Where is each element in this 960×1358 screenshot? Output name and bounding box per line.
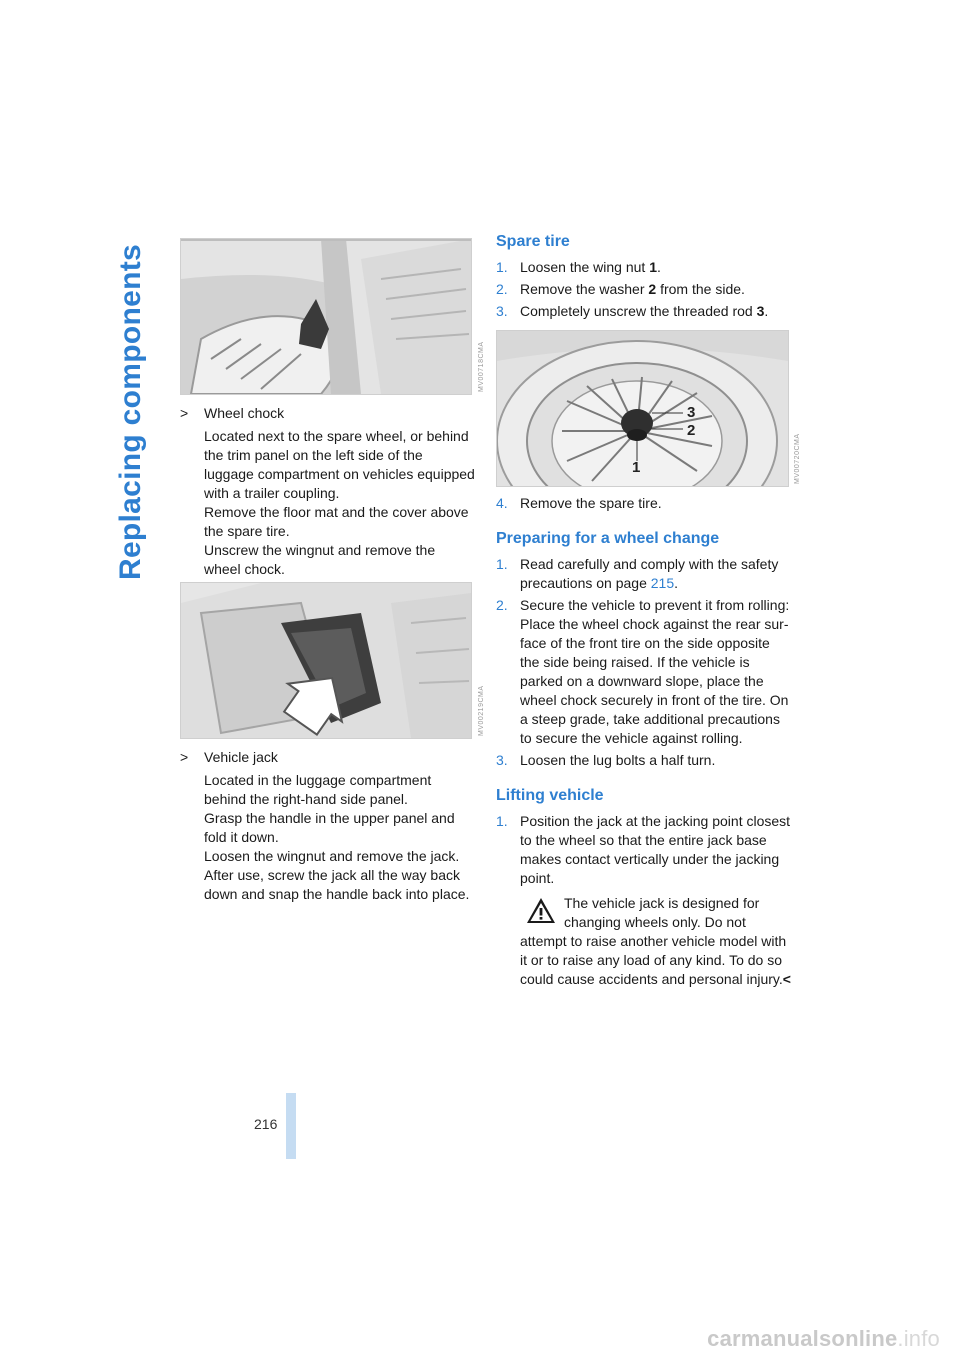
lifting-steps [496,812,791,888]
right-column-main [496,494,791,989]
spare-tire-step [496,280,791,299]
step-text-pre: Loosen the wing nut [520,259,650,275]
spare-tire-heading: Spare tire [496,233,570,250]
wheel-chock-line: Remove the floor mat and the cover above the spare tire. [204,504,469,539]
callout-number: 1 [649,259,658,275]
callout-label-2: 2 [687,422,696,439]
step-number: 4. [496,495,508,511]
vehicle-jack-body [204,771,475,904]
preparing-heading: Preparing for a wheel change [496,530,720,547]
step-text: Secure the vehicle to prevent it from rolling: Place the wheel chock against the rear sur-face of the front tire on the side opposite the side being raised. If the vehicle is parked on a downward slope, place the wheel chock securely in front of the tire. On a steep grade, take additional precautions to secure the vehicle against rolling. [520,597,790,746]
step-text-post: . [764,303,769,319]
step-text [520,258,661,277]
step-number: 1. [496,259,508,275]
callout-number: 3 [756,303,765,319]
wheel-chock-bullet [180,404,475,423]
warning-end-mark: < [782,971,791,987]
step-text: Loosen the lug bolts a half turn. [520,752,716,768]
wheel-chock-line: Located next to the spare wheel, or behind the trim panel on the left side of the luggage compartment on vehicles equipped with a trailer coupling. [204,428,475,501]
step-number: 1. [496,813,508,829]
step-text [520,280,745,299]
spare-tire-step4-list [496,494,791,513]
wheel-chock-line: Unscrew the wingnut and remove the wheel chock. [204,542,436,577]
warning-text: The vehicle jack is designed for changing wheels only. Do not attempt to raise another vehicle model with it or to raise any load of any kind. To do so could cause accidents and personal injury. [520,895,787,987]
step-text [520,555,791,593]
step-text-pre: Read carefully and comply with the safety precautions on page [520,556,779,591]
vehicle-jack-photo [180,582,472,739]
right-column-top [496,232,791,324]
image-code-3: MV00720CMA [794,433,801,484]
page-number: 216 [254,1116,278,1132]
vehicle-jack-title: Vehicle jack [204,749,278,765]
image-code-1: MV00718CMA [478,341,485,392]
step-text-post: from the side. [656,281,745,297]
preparing-step [496,555,791,593]
footer-site-main: carmanualsonline [707,1326,898,1351]
spare-tire-photo [496,330,789,487]
step-text: Remove the spare tire. [520,495,662,511]
step-number: 3. [496,303,508,319]
wheel-chock-photo [180,238,472,395]
page-link[interactable]: 215 [650,575,675,591]
step-text-pre: Completely unscrew the threaded rod [520,303,757,319]
warning-icon [526,896,556,926]
wheel-chock-body [204,427,475,579]
left-column-upper [180,404,475,579]
spare-tire-step [496,302,791,321]
step-text [520,302,768,321]
step-number: 2. [496,281,508,297]
step-text-post: . [674,575,679,591]
vehicle-jack-line: After use, screw the jack all the way back down and snap the handle back into place. [204,867,470,902]
page-marker-bar [286,1093,296,1159]
lifting-heading: Lifting vehicle [496,787,604,804]
callout-label-1: 1 [632,459,641,476]
vehicle-jack-bullet [180,748,475,767]
step-text-pre: Remove the washer [520,281,649,297]
spare-tire-step [496,258,791,277]
spare-tire-steps [496,258,791,321]
preparing-step [496,596,791,748]
bullet-marker: > [180,749,189,765]
warning-box [520,894,791,989]
image-code-2: MV00219CMA [478,685,485,736]
spare-tire-step [496,494,791,513]
left-column-lower [180,748,475,904]
section-side-title [106,232,156,592]
vehicle-jack-line: Located in the luggage compartment behind the right-hand side panel. [204,772,432,807]
step-text: Position the jack at the jacking point closest to the wheel so that the entire jack base makes contact vertically under the jacking point. [520,813,791,886]
preparing-step [496,751,791,770]
section-title-text: Replacing components [114,243,148,581]
bullet-marker: > [180,405,189,421]
vehicle-jack-line: Grasp the handle in the upper panel and fold it down. [204,810,455,845]
vehicle-jack-line: Loosen the wingnut and remove the jack. [204,848,460,864]
footer-site-suffix: .info [897,1326,940,1351]
callout-number: 2 [648,281,657,297]
lifting-step [496,812,791,888]
footer-watermark [707,1326,940,1352]
step-number: 1. [496,556,508,572]
wheel-chock-title: Wheel chock [204,405,285,421]
step-number: 3. [496,752,508,768]
step-number: 2. [496,597,508,613]
step-text-post: . [657,259,661,275]
callout-label-3: 3 [687,404,696,421]
preparing-steps [496,555,791,770]
